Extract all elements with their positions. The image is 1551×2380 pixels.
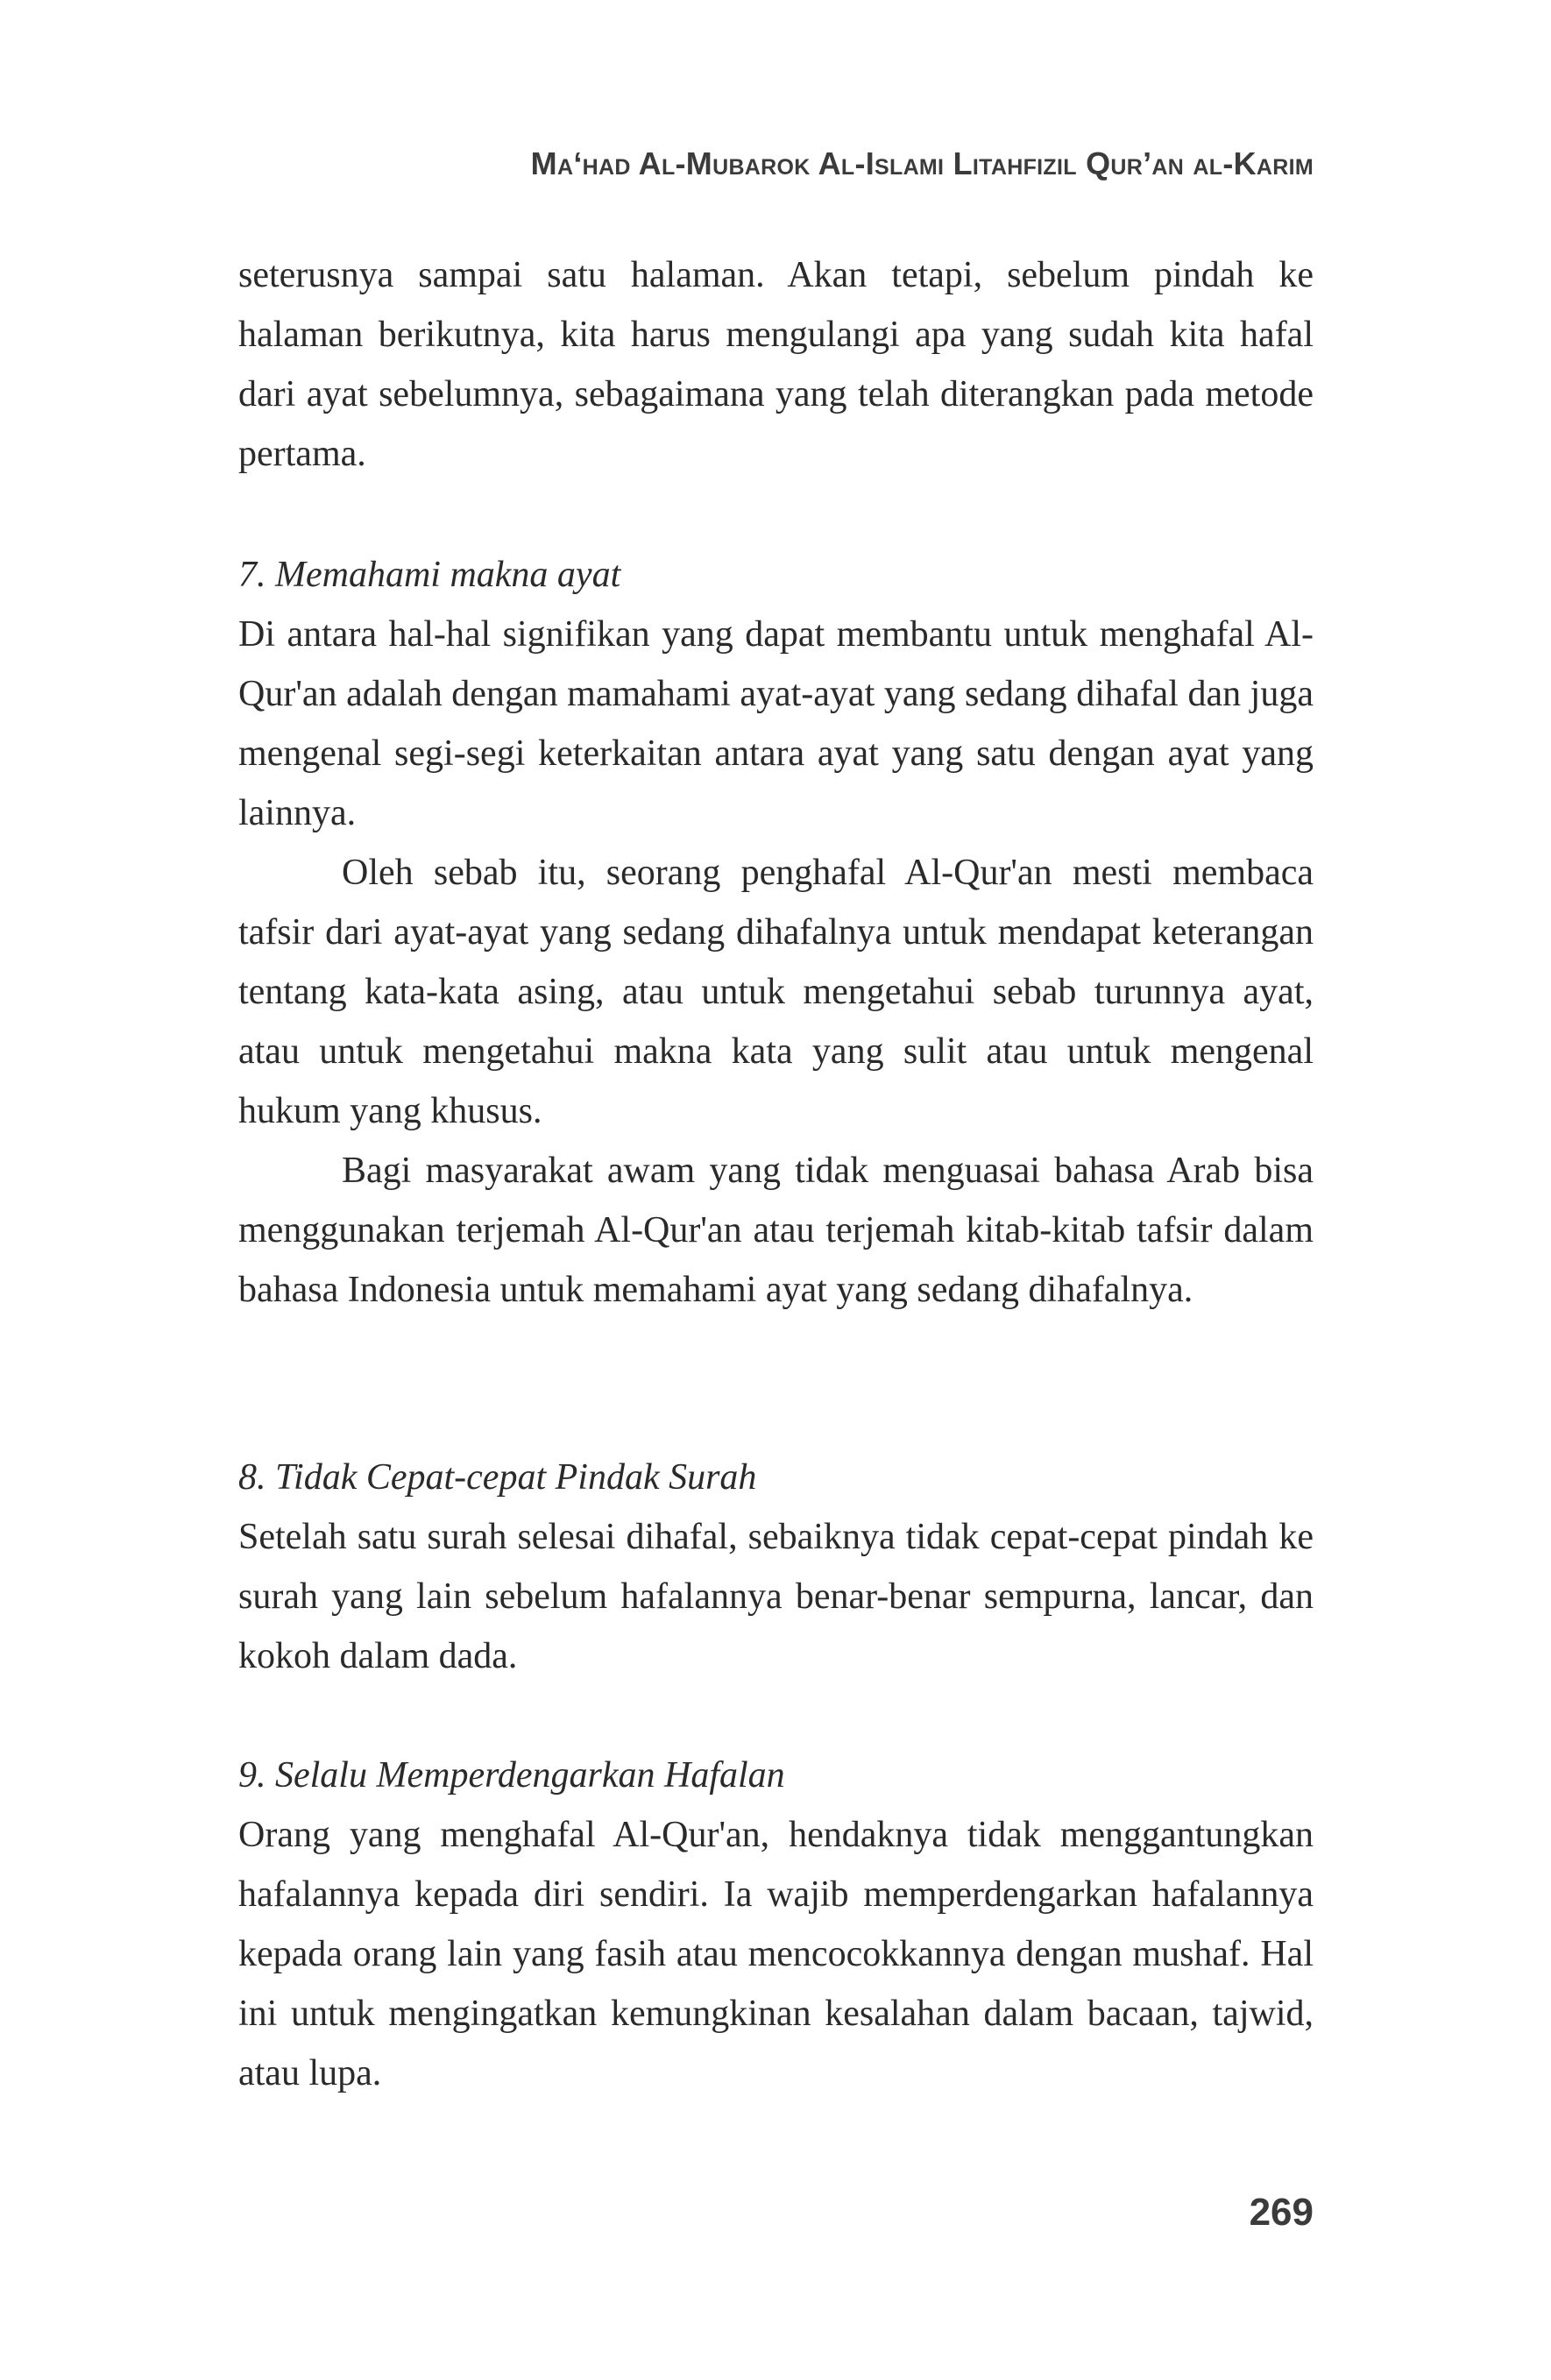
book-page: [238, 0, 1314, 2380]
section-9-paragraph-1: Orang yang menghafal Al-Qur'an, hendaknya tidak menggantungkan hafalannya kepada diri sendiri. Ia wajib memperdengarkan hafalannya kepada orang lain yang fasih atau mencocokkannya dengan mushaf. Hal ini untuk mengingatkan kemungkinan kesalahan dalam bacaan, tajwid, atau lupa.: [238, 1815, 1314, 2093]
section-9-heading: 9. Selalu Memperdengarkan Hafalan: [238, 1755, 785, 1796]
section-9: [238, 1746, 1314, 2103]
page-number: 269: [1249, 2191, 1314, 2234]
running-header: Ma‘had Al-Mubarok Al-Islami Litahfizil Qur’an al-Karim: [530, 145, 1314, 181]
section-7-heading: 7. Memahami makna ayat: [238, 555, 621, 595]
section-7: [238, 545, 1314, 1320]
section-8-paragraph-1: Setelah satu surah selesai dihafal, sebaiknya tidak cepat-cepat pindah ke surah yang lain sebelum hafalannya benar-benar sempurna, lancar, dan kokoh dalam dada.: [238, 1517, 1314, 1676]
paragraph-intro: seterusnya sampai satu halaman. Akan tetapi, sebelum pindah ke halaman berikutnya, kita harus mengulangi apa yang sudah kita hafal dari ayat sebelumnya, sebagaimana yang telah diterangkan pada metode pertama.: [238, 255, 1314, 474]
section-7-paragraph-2: Oleh sebab itu, seorang penghafal Al-Qur'an mesti membaca tafsir dari ayat-ayat yang sedang dihafalnya untuk mendapat keterangan tentang kata-kata asing, atau untuk mengetahui sebab turunnya ayat, atau untuk mengetahui makna kata yang sulit atau untuk mengenal hukum yang khusus.: [238, 853, 1314, 1131]
section-7-paragraph-3: Bagi masyarakat awam yang tidak menguasai bahasa Arab bisa menggunakan terjemah Al-Qur'an atau terjemah kitab-kitab tafsir dalam bahasa Indonesia untuk memahami ayat yang sedang dihafalnya.: [238, 1151, 1314, 1310]
body-text-block-1: [238, 245, 1314, 484]
section-8: [238, 1448, 1314, 1686]
section-7-paragraph-1: Di antara hal-hal signifikan yang dapat membantu untuk menghafal Al-Qur'an adalah dengan mamahami ayat-ayat yang sedang dihafal dan juga mengenal segi-segi keterkaitan antara ayat yang satu dengan ayat yang lainnya.: [238, 614, 1314, 833]
section-8-heading: 8. Tidak Cepat-cepat Pindak Surah: [238, 1457, 757, 1498]
